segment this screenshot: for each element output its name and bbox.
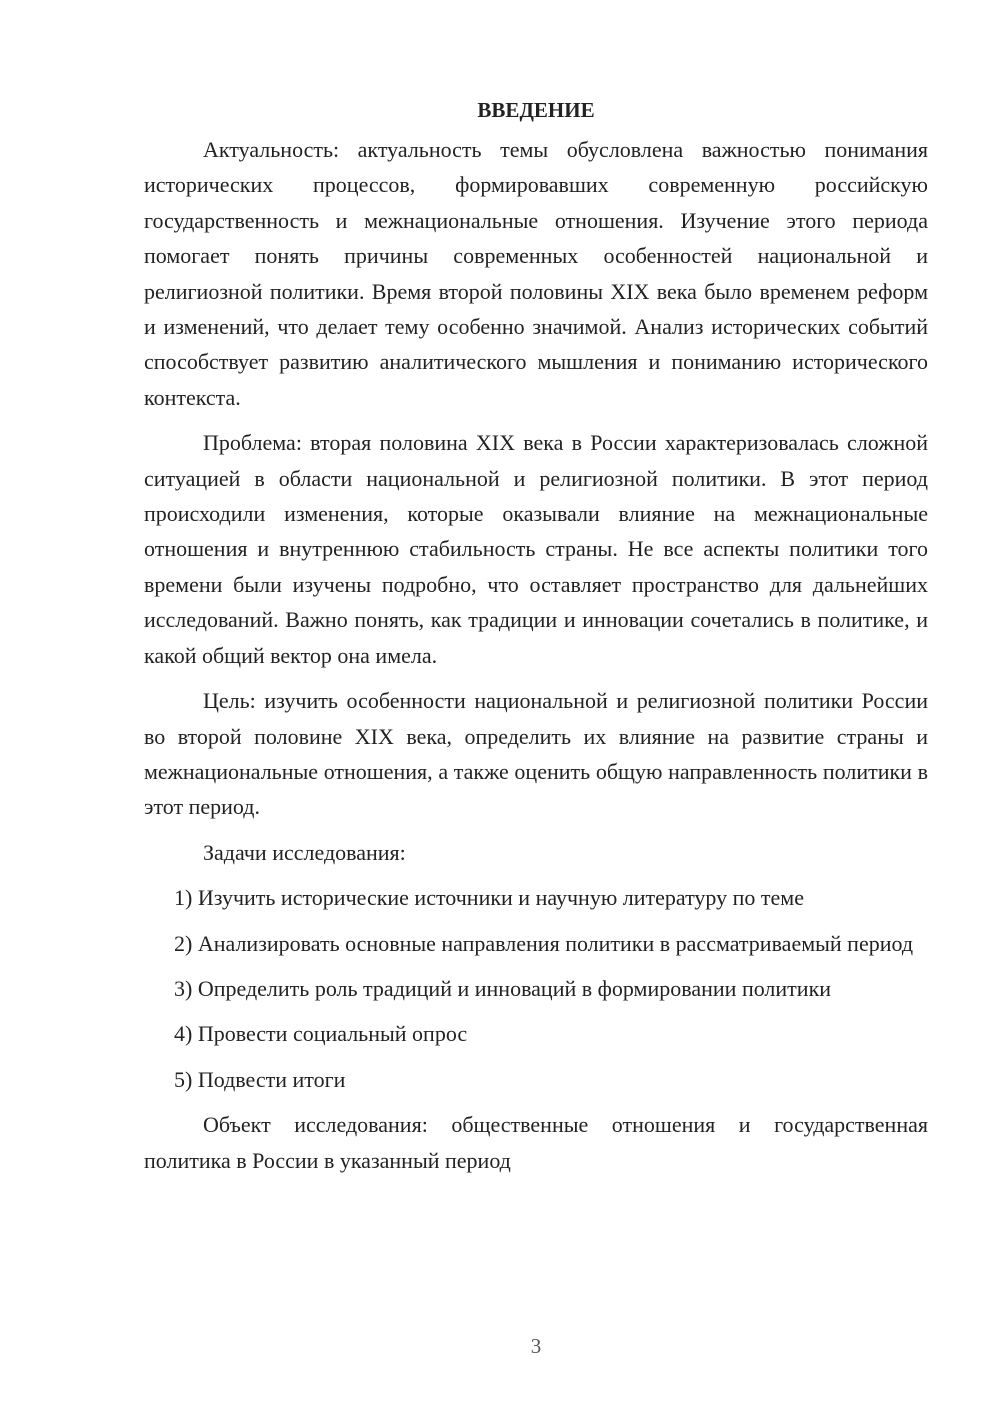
- page-title: ВВЕДЕНИЕ: [477, 98, 595, 122]
- task-item-1: 1) Изучить исторические источники и научную литературу по теме: [174, 885, 804, 911]
- paragraph-goal: Цель: изучить особенности национальной и религиозной политики России во второй половине XIX века, определить их влияние на развитие страны и межнациональные отношения, а также оценить общую направленность политики в этот период.: [144, 688, 928, 820]
- task-item-4: 4) Провести социальный опрос: [174, 1021, 468, 1047]
- task-item-3: 3) Определить роль традиций и инноваций в формировании политики: [174, 975, 832, 1001]
- tasks-title: Задачи исследования:: [203, 839, 406, 865]
- paragraph-relevance: Актуальность: актуальность темы обусловлена важностью понимания исторических процессов, формировавших современную российскую государственность и межнациональные отношения. Изучение этого периода помогает понять причины современных особенностей национальной и религиозной политики. Время второй половины XIX века было временем реформ и изменений, что делает тему особенно значимой. Анализ исторических событий способствует развитию аналитического мышления и пониманию исторического контекста.: [144, 137, 928, 410]
- page-number: 3: [530, 1334, 542, 1358]
- task-item-2: 2) Анализировать основные направления политики в рассматриваемый период: [174, 930, 914, 956]
- task-item-5: 5) Подвести итоги: [174, 1066, 346, 1092]
- paragraph-problem: Проблема: вторая половина XIX века в России характеризовалась сложной ситуацией в области национальной и религиозной политики. В этот период происходили изменения, которые оказывали влияние на межнациональные отношения и внутреннюю стабильность страны. Не все аспекты политики того времени были изучены подробно, что оставляет пространство для дальнейших исследований. Важно понять, как традиции и инновации сочетались в политике, и какой общий вектор она имела.: [144, 430, 928, 668]
- paragraph-object: Объект исследования: общественные отношения и государственная политика в России в указанный период: [144, 1112, 928, 1173]
- document-page: [144, 96, 928, 1178]
